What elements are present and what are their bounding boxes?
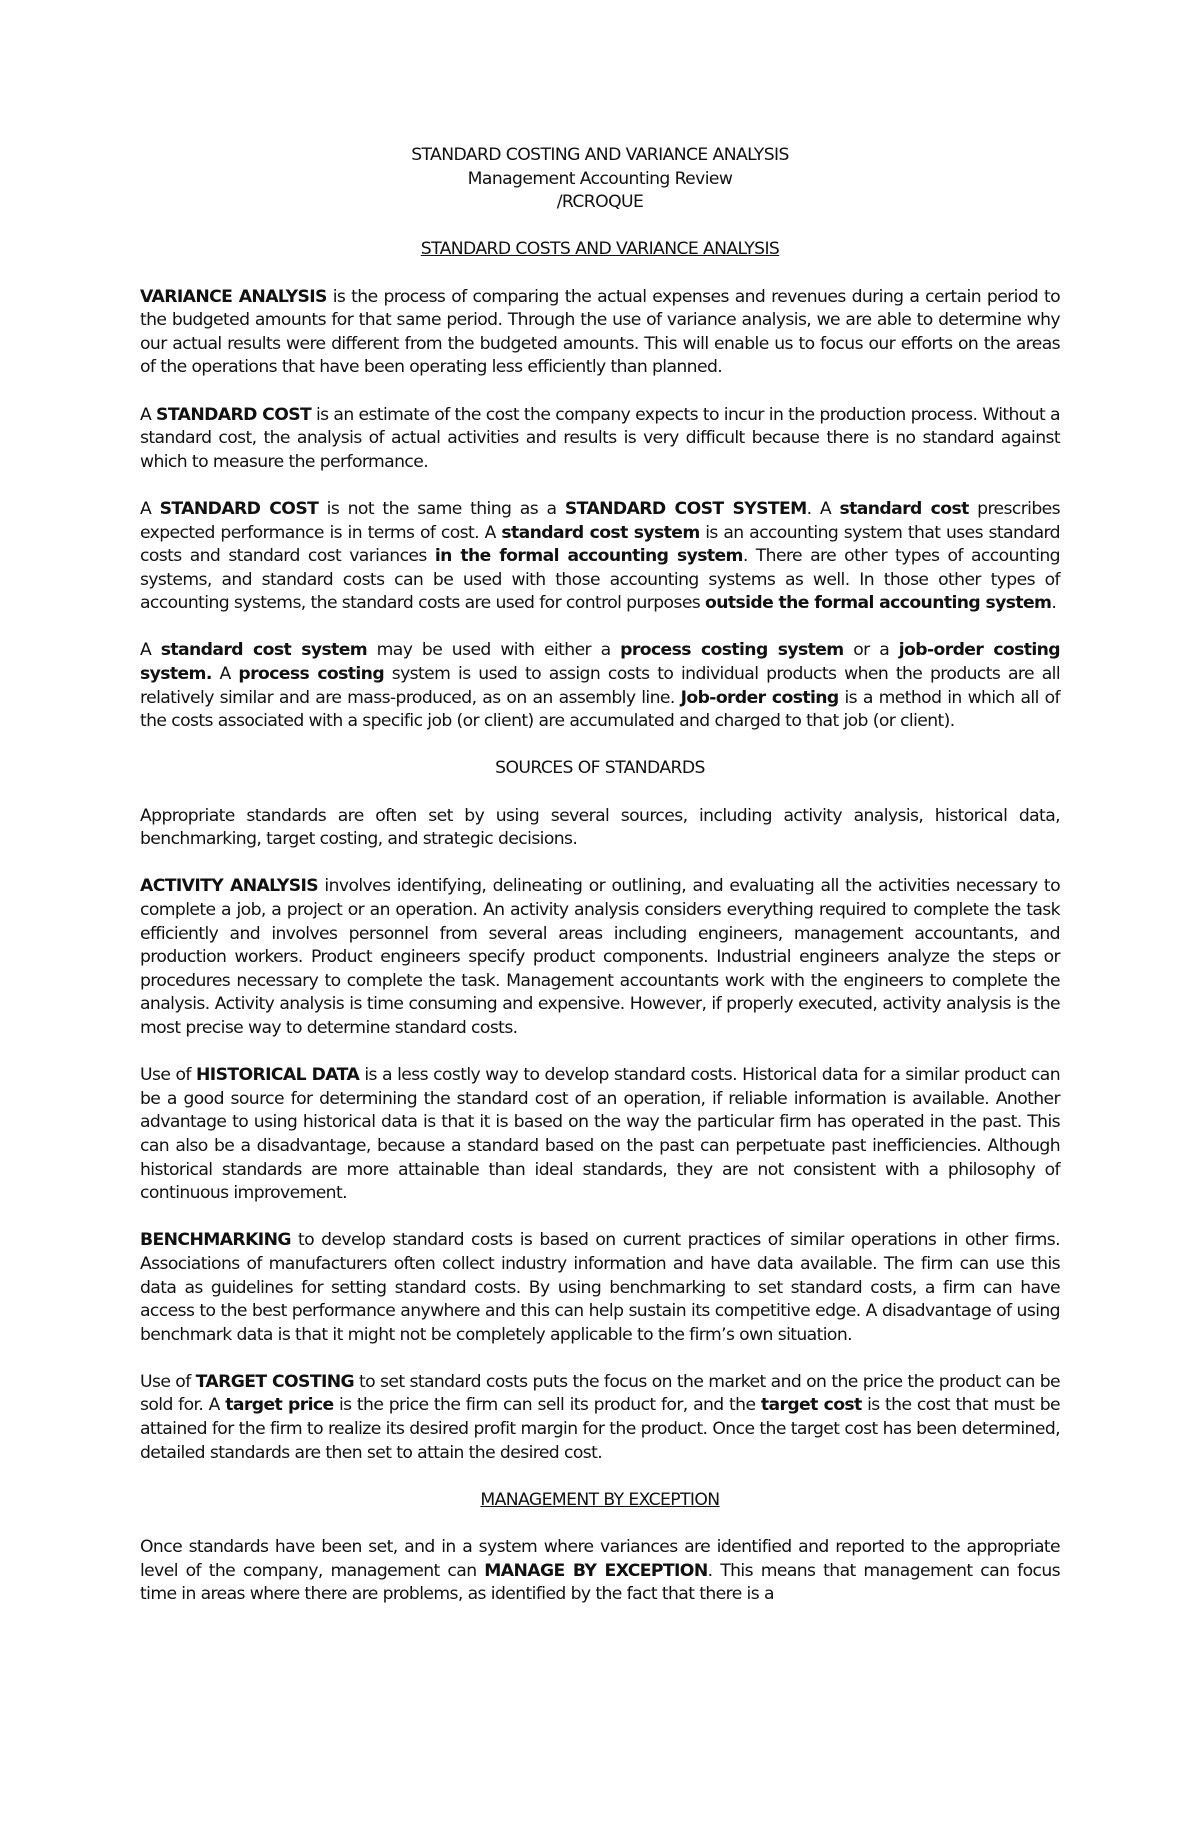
paragraph-standard-cost: A STANDARD COST is an estimate of the cost the company expects to incur in the production process. Without a standard cost, the analysis of actual activities and results is very difficult because there is no standard against which to measure the performance. (140, 404, 1060, 472)
term-standard-cost: STANDARD COST (156, 404, 312, 425)
document-title: STANDARD COSTING AND VARIANCE ANALYSIS (411, 145, 789, 165)
paragraph-management-by-exception: Once standards have been set, and in a system where variances are identified and reported to the appropriate level of the company, management can MANAGE BY EXCEPTION. This means that management can focus time in areas where there are problems, as identified by the fact that there is a (140, 1537, 1060, 1605)
paragraph-historical-data: Use of HISTORICAL DATA is a less costly way to develop standard costs. Historical data for a similar product can be a good source for determining the standard cost of an operation, if reliable information is available. Another advantage to using historical data is that it is based on the way the particular firm has operated in the past. This can also be a disadvantage, because a standard based on the past can perpetuate past inefficiencies. Although historical standards are more attainable than ideal standards, they are not consistent with a philosophy of continuous improvement. (140, 1065, 1061, 1204)
paragraph-sources-intro: Appropriate standards are often set by using several sources, including activity analysis, historical data, benchmarking, target costing, and strategic decisions. (140, 805, 1060, 850)
paragraph-benchmarking: BENCHMARKING to develop standard costs is based on current practices of similar operations in other firms. Associations of manufacturers often collect industry information and have data available. The firm can use this data as guidelines for setting standard costs. By using benchmarking to set standard costs, a firm can have access to the best performance anywhere and this can help sustain its competitive edge. A disadvantage of using benchmark data is that it might not be completely applicable to the firm’s own situation. (140, 1230, 1060, 1345)
section-heading-management-by-exception: MANAGEMENT BY EXCEPTION (480, 1489, 720, 1510)
section-heading-sources: SOURCES OF STANDARDS (495, 758, 705, 779)
paragraph-variance-analysis: VARIANCE ANALYSIS is the process of comparing the actual expenses and revenues during a certain period to the budgeted amounts for that same period. Through the use of variance analysis, we are able to determine why our actual results were different from the budgeted amounts. This will enable us to focus our efforts on the areas of the operations that have been operating less efficiently than planned. (140, 286, 1061, 378)
document-header (140, 144, 1060, 215)
paragraph-activity-analysis: ACTIVITY ANALYSIS involves identifying, delineating or outlining, and evaluating all the activities necessary to complete a job, a project or an operation. An activity analysis considers everything required to complete the task efficiently and involves personnel from several areas including engineers, management accountants, and production workers. Product engineers specify product components. Industrial engineers analyze the steps or procedures necessary to complete the task. Management accountants work with the engineers to complete the analysis. Activity analysis is time consuming and expensive. However, if properly executed, activity analysis is the most precise way to determine standard costs. (140, 876, 1060, 1038)
paragraph-standard-cost-system: A STANDARD COST is not the same thing as a STANDARD COST SYSTEM. A standard cost prescribes expected performance is in terms of cost. A standard cost system is an accounting system that uses standard costs and standard cost variances in the formal accounting system. There are other types of accounting systems, and standard costs can be used with those accounting systems as well. In those other types of accounting systems, the standard costs are used for control purposes outside the formal accounting system. (140, 498, 1061, 614)
document-author: /RCROQUE (556, 192, 644, 213)
document-subtitle: Management Accounting Review (467, 168, 733, 189)
paragraph-costing-systems: A standard cost system may be used with either a process costing system or a job-order costing system. A process costing system is used to assign costs to individual products when the products are all relatively similar and are mass-produced, as on an assembly line. Job-order costing is a method in which all of the costs associated with a specific job (or client) are accumulated and charged to that job (or client). (140, 640, 1061, 732)
paragraph-target-costing: Use of TARGET COSTING to set standard costs puts the focus on the market and on the price the product can be sold for. A target price is the price the firm can sell its product for, and the target cost is the cost that must be attained for the firm to realize its desired profit margin for the product. Once the target cost has been determined, detailed standards are then set to attain the desired cost. (140, 1371, 1061, 1463)
section-heading-standard-costs: STANDARD COSTS AND VARIANCE ANALYSIS (420, 239, 780, 260)
term-variance-analysis: VARIANCE ANALYSIS (140, 286, 327, 307)
